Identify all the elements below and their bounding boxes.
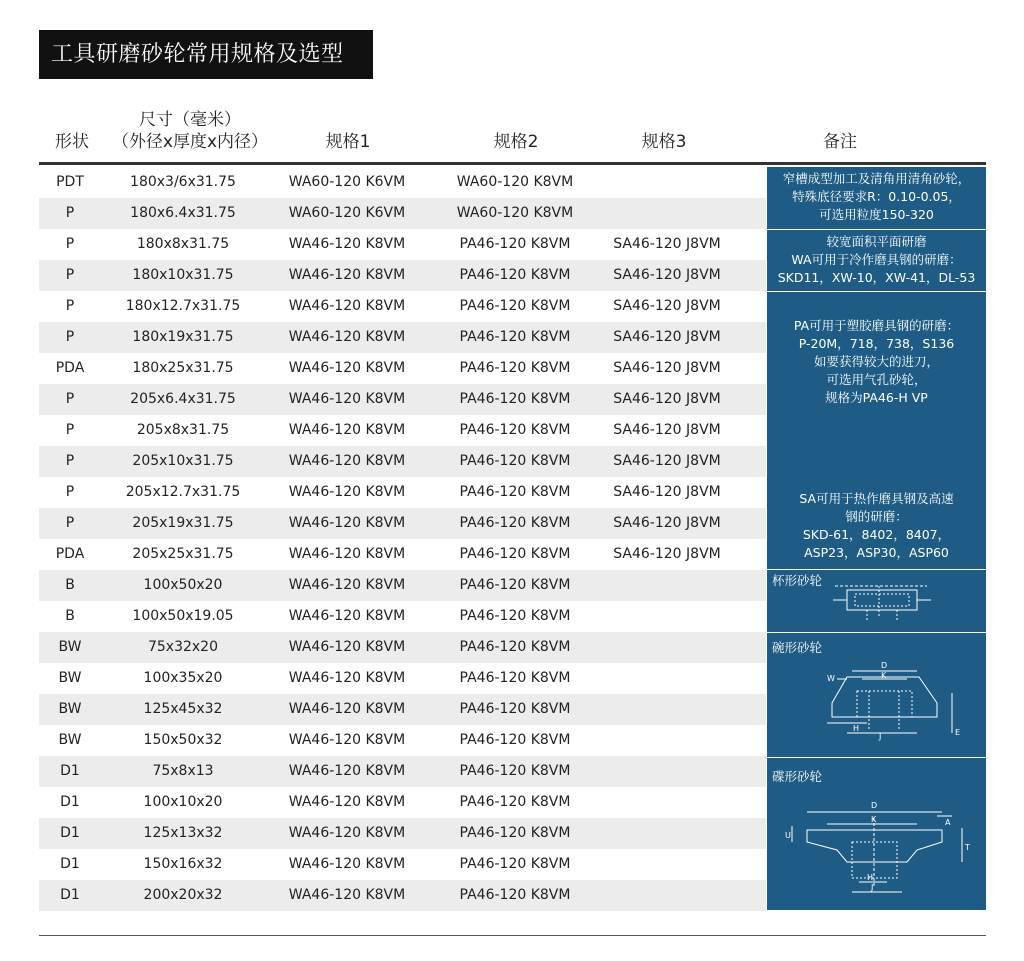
cell-shape: D1 [60,763,80,779]
cell-shape: D1 [60,825,80,841]
table-row [39,198,766,229]
note-narrow-groove [767,167,986,229]
cell-size: 205x19x31.75 [132,515,234,531]
cell-shape: P [65,484,75,500]
table-row [39,322,766,353]
cell-spec2: PA46-120 K8VM [459,298,571,314]
table-row [39,570,766,601]
cell-size: 205x25x31.75 [132,546,234,562]
bowl-wheel-diagram [767,633,986,757]
cell-spec3: SA46-120 J8VM [613,422,721,438]
header-spec1: 规格1 [325,132,371,152]
table-row [39,756,766,787]
cell-spec3: SA46-120 J8VM [613,236,721,252]
bowl-dim-h: H [853,724,860,733]
note-line: 窄槽成型加工及清角用清角砂轮， [782,171,971,186]
note-line: SKD11，XW-10，XW-41，DL-53 [777,270,976,285]
cell-spec2: PA46-120 K8VM [459,267,571,283]
note-line: P-20M，718，738，S136 [798,336,955,351]
cell-spec3: SA46-120 J8VM [613,267,721,283]
note-line: 较宽面积平面研磨 [826,234,927,249]
table-row [39,818,766,849]
cell-shape: B [65,608,75,624]
dish-dim-h: H [867,873,874,882]
cell-size: 180x25x31.75 [132,360,234,376]
cell-spec1: WA46-120 K8VM [288,794,406,810]
note-line: SKD-61，8402，8407， [802,527,951,542]
note-line: 可选用粒度150-320 [819,207,934,222]
cell-spec1: WA60-120 K6VM [288,174,406,190]
note-line: 如要获得较大的进刀， [813,354,939,369]
table-row [39,725,766,756]
table-row [39,508,766,539]
cell-shape: P [65,515,75,531]
cell-spec1: WA60-120 K6VM [288,205,406,221]
cell-shape: P [65,453,75,469]
cell-spec1: WA46-120 K8VM [288,887,406,903]
header-shape: 形状 [55,132,89,152]
cell-shape: P [65,236,75,252]
cell-spec2: PA46-120 K8VM [459,763,571,779]
header-size-line2: （外径x厚度x内径） [111,132,269,152]
cell-shape: P [65,205,75,221]
cell-size: 180x3/6x31.75 [130,174,236,190]
dish-dim-t: T [965,843,970,852]
cell-size: 125x13x32 [143,825,223,841]
cell-spec2: PA46-120 K8VM [459,732,571,748]
bottom-divider [39,935,986,936]
cell-shape: P [65,267,75,283]
table-row [39,229,766,260]
cell-shape: D1 [60,794,80,810]
cell-spec2: PA46-120 K8VM [459,391,571,407]
cell-shape: D1 [60,887,80,903]
note-line: 可选用气孔砂轮， [826,372,927,387]
bowl-dim-k: K [881,671,887,680]
cell-spec1: WA46-120 K8VM [288,267,406,283]
cell-spec2: PA46-120 K8VM [459,608,571,624]
dish-dim-j: J [871,883,874,892]
cell-spec1: WA46-120 K8VM [288,856,406,872]
note-line: PA可用于塑胶磨具钢的研磨： [793,318,960,333]
note-line: SA可用于热作磨具钢及高速 [799,491,954,506]
table-row [39,663,766,694]
cell-size: 205x8x31.75 [136,422,230,438]
cell-size: 205x12.7x31.75 [125,484,241,500]
cell-spec1: WA46-120 K8VM [288,763,406,779]
table-row [39,167,766,198]
cell-shape: BW [58,732,82,748]
cell-spec2: PA46-120 K8VM [459,577,571,593]
cell-spec3: SA46-120 J8VM [613,360,721,376]
cell-spec2: WA60-120 K8VM [456,205,574,221]
table-row [39,632,766,663]
cell-spec3: SA46-120 J8VM [613,329,721,345]
bowl-dim-e: E [955,728,961,737]
cell-shape: P [65,391,75,407]
table-row [39,787,766,818]
cell-spec1: WA46-120 K8VM [288,236,406,252]
header-remark: 备注 [823,132,857,152]
cell-spec3: SA46-120 J8VM [613,298,721,314]
table-row [39,477,766,508]
cell-spec1: WA46-120 K8VM [288,391,406,407]
header-size-line1: 尺寸（毫米） [139,110,241,130]
table-row [39,849,766,880]
cell-shape: BW [58,639,82,655]
cell-size: 100x50x20 [143,577,223,593]
cup-wheel-diagram [767,570,986,632]
cell-spec2: PA46-120 K8VM [459,856,571,872]
cell-spec1: WA46-120 K8VM [288,453,406,469]
table-row [39,446,766,477]
note-line: 特殊底径要求R：0.10-0.05， [792,189,961,204]
cell-size: 180x19x31.75 [132,329,234,345]
bowl-dim-w: W [827,674,835,683]
cup-wheel-label: 杯形砂轮 [772,573,823,588]
cell-spec1: WA46-120 K8VM [288,360,406,376]
note-pa-sa [767,292,986,569]
table-row [39,601,766,632]
header-spec3: 规格3 [641,132,687,152]
cell-spec2: PA46-120 K8VM [459,360,571,376]
cell-spec1: WA46-120 K8VM [288,484,406,500]
table-row [39,415,766,446]
cell-spec1: WA46-120 K8VM [288,732,406,748]
cell-spec1: WA46-120 K8VM [288,577,406,593]
cell-spec3: SA46-120 J8VM [613,515,721,531]
cell-size: 100x35x20 [143,670,223,686]
cell-spec2: PA46-120 K8VM [459,546,571,562]
cell-size: 150x16x32 [143,856,223,872]
table-row [39,880,766,911]
dish-dim-k: K [871,815,877,824]
cell-spec1: WA46-120 K8VM [288,298,406,314]
cell-spec2: PA46-120 K8VM [459,236,571,252]
header-spec2: 规格2 [493,132,539,152]
cell-size: 125x45x32 [143,701,223,717]
cell-spec2: PA46-120 K8VM [459,329,571,345]
cell-spec2: WA60-120 K8VM [456,174,574,190]
cell-spec2: PA46-120 K8VM [459,639,571,655]
cell-size: 205x6.4x31.75 [130,391,236,407]
cell-shape: PDT [56,174,84,190]
note-bowl-wheel [767,633,986,757]
note-line: ASP23，ASP30，ASP60 [804,545,949,560]
cell-spec1: WA46-120 K8VM [288,515,406,531]
cell-shape: B [65,577,75,593]
note-line: 规格为PA46-H VP [825,390,928,405]
cell-spec3: SA46-120 J8VM [613,484,721,500]
cell-spec2: PA46-120 K8VM [459,701,571,717]
spec-table [39,167,766,911]
table-row [39,353,766,384]
table-row [39,260,766,291]
cell-shape: P [65,329,75,345]
cell-size: 100x50x19.05 [132,608,234,624]
cell-spec1: WA46-120 K8VM [288,329,406,345]
bowl-dim-j: J [879,732,882,741]
cell-size: 180x12.7x31.75 [125,298,241,314]
cell-spec3: SA46-120 J8VM [613,453,721,469]
dish-dim-d: D [871,801,878,810]
cell-size: 180x8x31.75 [136,236,230,252]
note-line: WA可用于冷作磨具钢的研磨： [791,252,962,267]
bowl-dim-d: D [881,661,888,670]
cell-shape: D1 [60,856,80,872]
cell-spec1: WA46-120 K8VM [288,670,406,686]
cell-spec1: WA46-120 K8VM [288,422,406,438]
cell-spec1: WA46-120 K8VM [288,546,406,562]
table-row [39,539,766,570]
dish-wheel-label: 碟形砂轮 [772,769,823,784]
cell-spec1: WA46-120 K8VM [288,608,406,624]
cell-size: 180x10x31.75 [132,267,234,283]
cell-shape: PDA [55,360,85,376]
cell-spec2: PA46-120 K8VM [459,422,571,438]
cell-spec2: PA46-120 K8VM [459,670,571,686]
cell-size: 200x20x32 [143,887,223,903]
cell-spec2: PA46-120 K8VM [459,484,571,500]
dish-dim-u: U [785,831,791,840]
note-cup-wheel [767,570,986,632]
cell-shape: BW [58,670,82,686]
table-row [39,291,766,322]
bowl-wheel-label: 碗形砂轮 [772,640,823,655]
dish-dim-a: A [945,818,951,827]
cell-shape: P [65,422,75,438]
cell-spec2: PA46-120 K8VM [459,453,571,469]
cell-size: 205x10x31.75 [132,453,234,469]
cell-shape: P [65,298,75,314]
dish-wheel-diagram [767,758,986,910]
table-row [39,384,766,415]
note-wide-surface [767,230,986,291]
cell-spec2: PA46-120 K8VM [459,887,571,903]
cell-size: 75x8x13 [152,763,214,779]
note-dish-wheel [767,758,986,910]
cell-size: 180x6.4x31.75 [130,205,236,221]
cell-spec1: WA46-120 K8VM [288,701,406,717]
cell-size: 100x10x20 [143,794,223,810]
header-divider [39,162,986,165]
cell-size: 150x50x32 [143,732,223,748]
cell-spec2: PA46-120 K8VM [459,515,571,531]
cell-spec1: WA46-120 K8VM [288,825,406,841]
note-line: 钢的研磨： [845,509,908,524]
cell-size: 75x32x20 [147,639,218,655]
table-row [39,694,766,725]
cell-shape: PDA [55,546,85,562]
page-title: 工具研磨砂轮常用规格及选型 [39,30,373,79]
cell-spec1: WA46-120 K8VM [288,639,406,655]
cell-shape: BW [58,701,82,717]
cell-spec3: SA46-120 J8VM [613,546,721,562]
cell-spec2: PA46-120 K8VM [459,794,571,810]
cell-spec3: SA46-120 J8VM [613,391,721,407]
cell-spec2: PA46-120 K8VM [459,825,571,841]
